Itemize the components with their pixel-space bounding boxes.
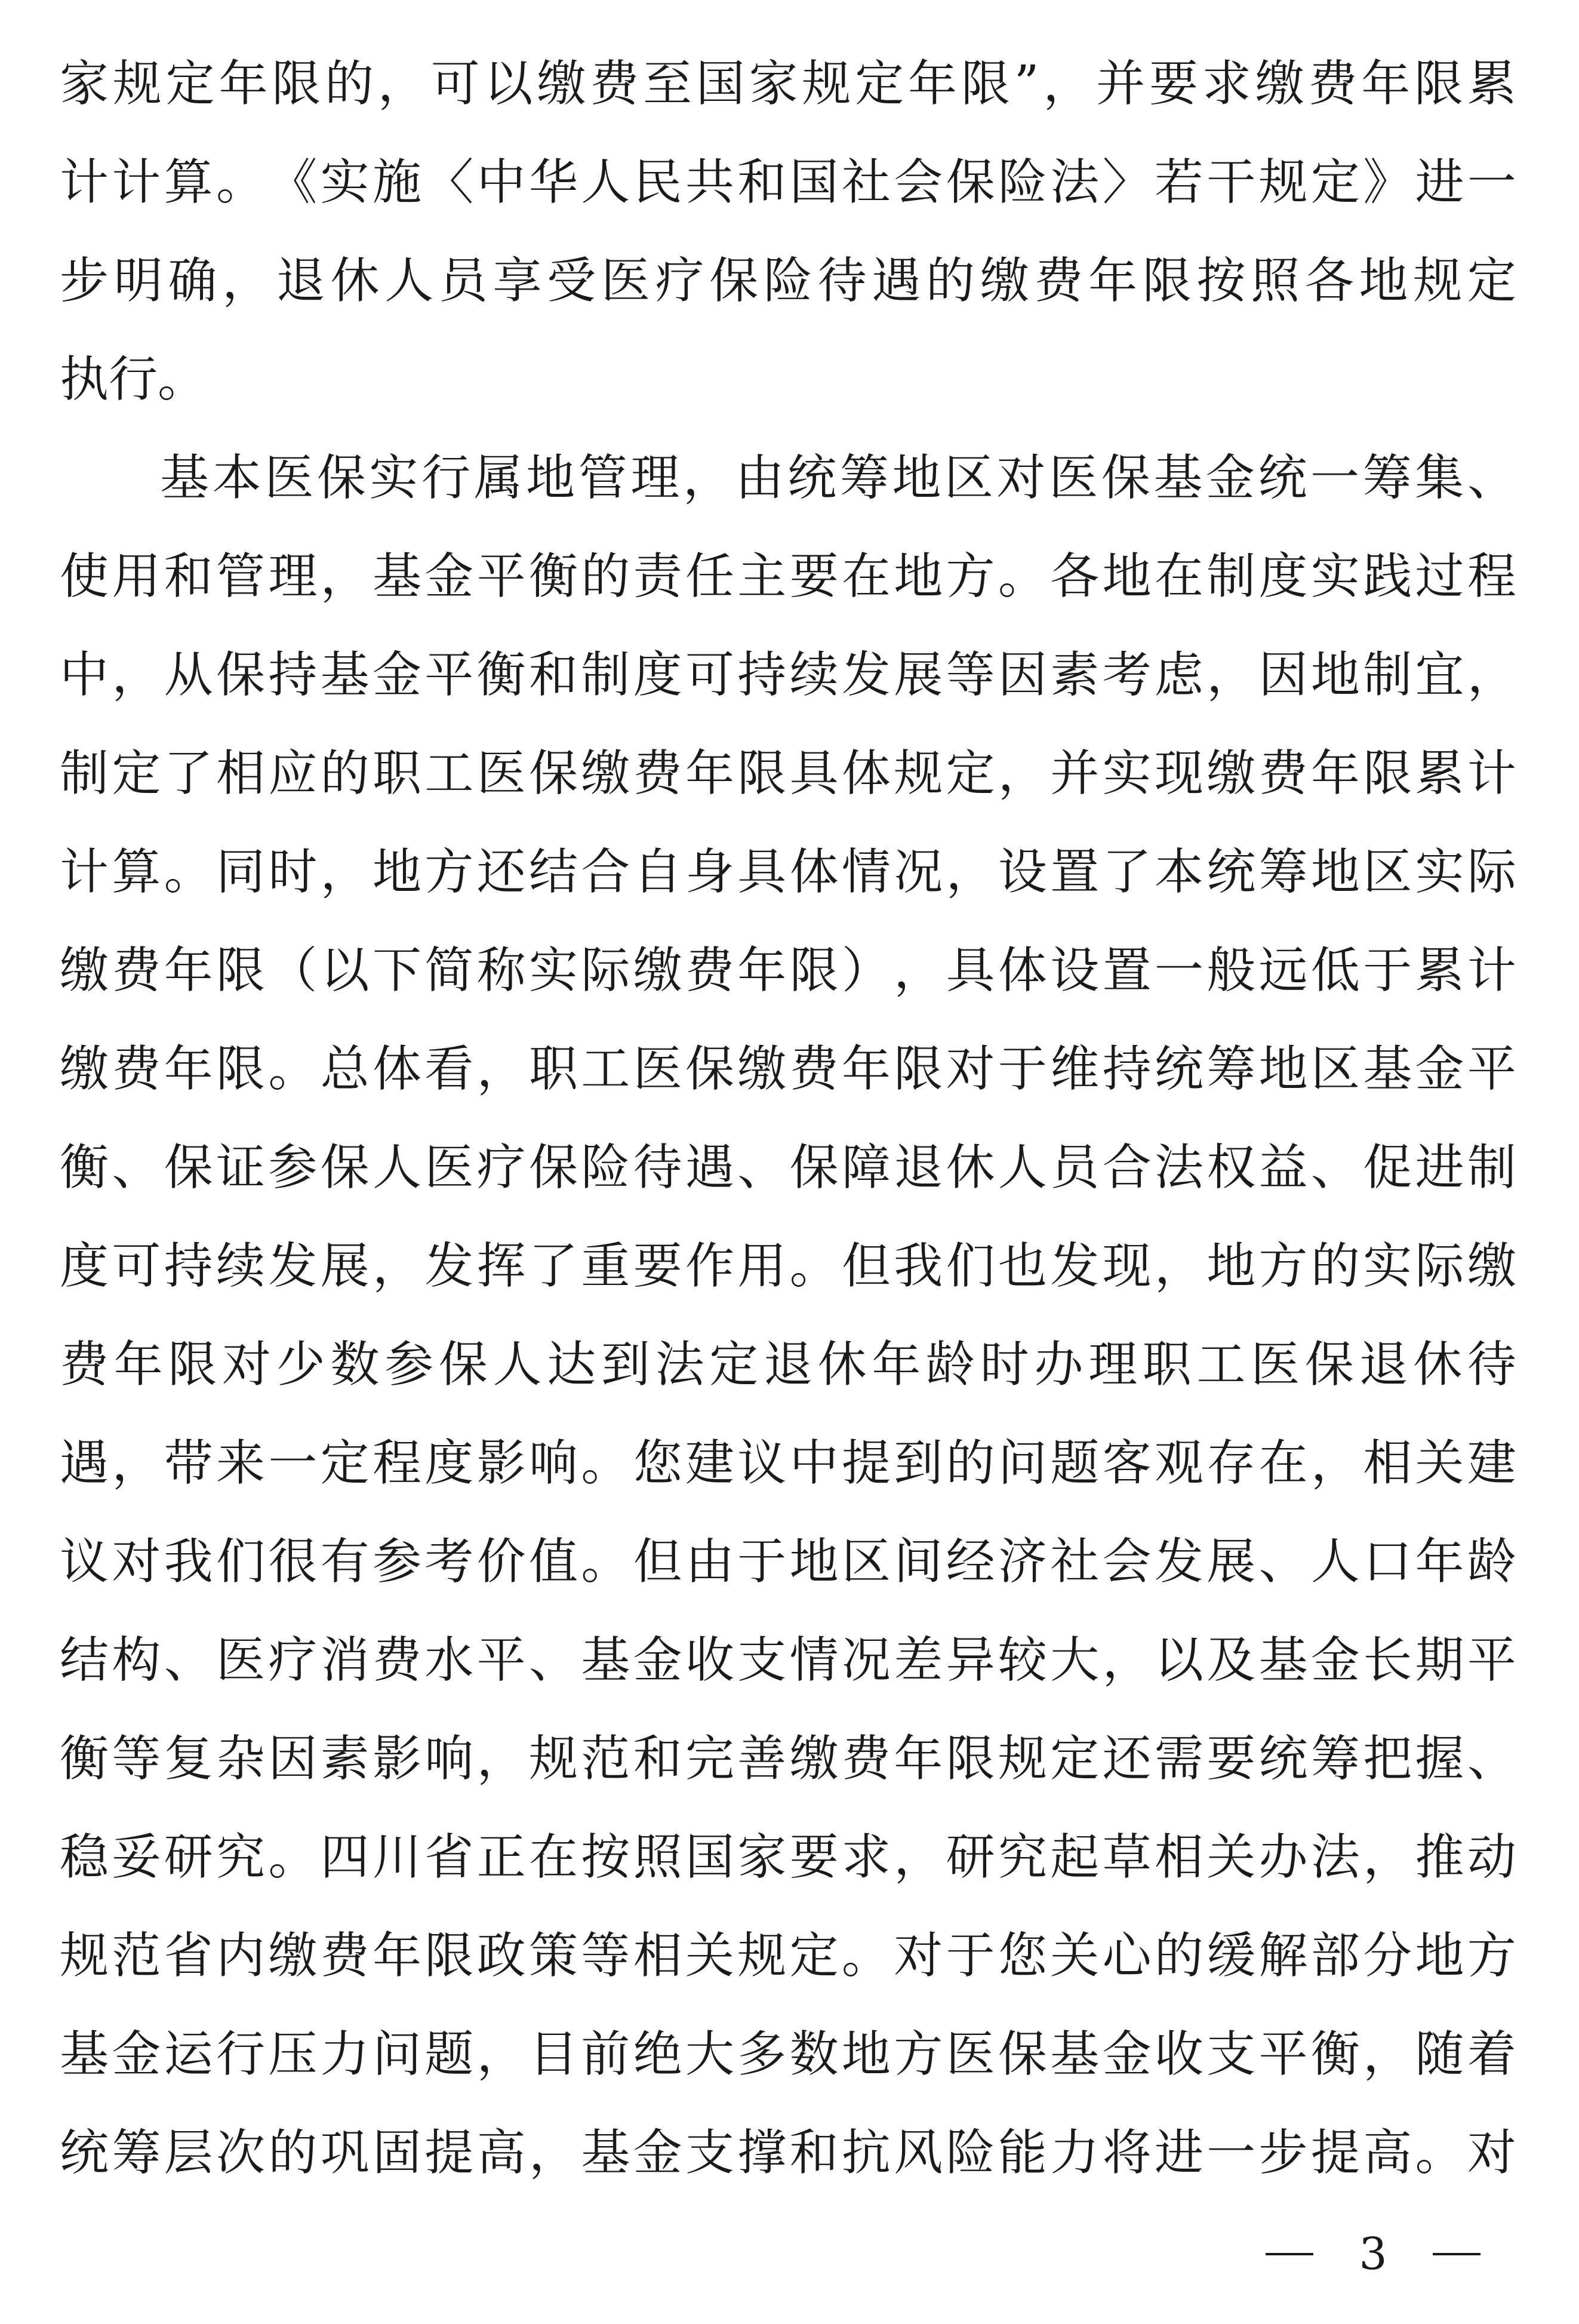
text-line: 计 计 算 。 《 实 施 〈 中 华 人 民 共 和 国 社 会 保 险 法 〉 若 干 规 定 》 进 一 (60, 154, 1516, 211)
page-number: 3 (1359, 2228, 1387, 2280)
text-line: 费 年 限 对 少 数 参 保 人 达 到 法 定 退 休 年 龄 时 办 理 职 工 医 保 退 休 待 (60, 1336, 1516, 1393)
text-line: 制 定 了 相 应 的 职 工 医 保 缴 费 年 限 具 体 规 定 ， 并 实 现 缴 费 年 限 累 计 (60, 745, 1516, 802)
footer-dash-right (1433, 2253, 1480, 2255)
text-line: 衡 等 复 杂 因 素 影 响 ， 规 范 和 完 善 缴 费 年 限 规 定 还 需 要 统 筹 把 握 、 (60, 1730, 1516, 1787)
text-line: 中 ， 从 保 持 基 金 平 衡 和 制 度 可 持 续 发 展 等 因 素 考 虑 ， 因 地 制 宜 ， (60, 647, 1516, 703)
text-line: 执 行 。 (60, 351, 207, 408)
paragraph-first-line: 基 本 医 保 实 行 属 地 管 理 ， 由 统 筹 地 区 对 医 保 基 金 统 一 筹 集 、 (160, 450, 1516, 506)
text-line: 结 构 、 医 疗 消 费 水 平 、 基 金 收 支 情 况 差 异 较 大 ， 以 及 基 金 长 期 平 (60, 1632, 1516, 1689)
text-line: 缴 费 年 限 。 总 体 看 ， 职 工 医 保 缴 费 年 限 对 于 维 持 统 筹 地 区 基 金 平 (60, 1041, 1516, 1098)
text-line: 计 算 。 同 时 ， 地 方 还 结 合 自 身 具 体 情 况 ， 设 置 了 本 统 筹 地 区 实 际 (60, 844, 1516, 900)
footer-dash-left (1266, 2253, 1313, 2255)
text-line: 遇 ， 带 来 一 定 程 度 影 响 。 您 建 议 中 提 到 的 问 题 客 观 存 在 ， 相 关 建 (60, 1435, 1516, 1492)
text-line: 使 用 和 管 理 ， 基 金 平 衡 的 责 任 主 要 在 地 方 。 各 地 在 制 度 实 践 过 程 (60, 548, 1516, 605)
text-line: 规 范 省 内 缴 费 年 限 政 策 等 相 关 规 定 。 对 于 您 关 心 的 缓 解 部 分 地 方 (60, 1928, 1516, 1984)
text-line: 衡 、 保 证 参 保 人 医 疗 保 险 待 遇 、 保 障 退 休 人 员 合 法 权 益 、 促 进 制 (60, 1139, 1516, 1196)
text-line: 步 明 确 ， 退 休 人 员 享 受 医 疗 保 险 待 遇 的 缴 费 年 限 按 照 各 地 规 定 (60, 253, 1516, 309)
text-line: 家 规 定 年 限 的 ， 可 以 缴 费 至 国 家 规 定 年 限 ” ， 并 要 求 缴 费 年 限 累 (60, 56, 1516, 112)
page-footer (1266, 2227, 1480, 2281)
text-line: 议 对 我 们 很 有 参 考 价 值 。 但 由 于 地 区 间 经 济 社 会 发 展 、 人 口 年 龄 (60, 1533, 1516, 1590)
text-line: 度 可 持 续 发 展 ， 发 挥 了 重 要 作 用 。 但 我 们 也 发 现 ， 地 方 的 实 际 缴 (60, 1238, 1516, 1295)
text-line: 基 金 运 行 压 力 问 题 ， 目 前 绝 大 多 数 地 方 医 保 基 金 收 支 平 衡 ， 随 着 (60, 2026, 1516, 2083)
text-line: 缴 费 年 限 （ 以 下 简 称 实 际 缴 费 年 限 ） ， 具 体 设 置 一 般 远 低 于 累 计 (60, 942, 1516, 999)
text-line: 统 筹 层 次 的 巩 固 提 高 ， 基 金 支 撑 和 抗 风 险 能 力 将 进 一 步 提 高 。 对 (60, 2125, 1516, 2181)
text-line: 稳 妥 研 究 。 四 川 省 正 在 按 照 国 家 要 求 ， 研 究 起 草 相 关 办 法 ， 推 动 (60, 1829, 1516, 1886)
